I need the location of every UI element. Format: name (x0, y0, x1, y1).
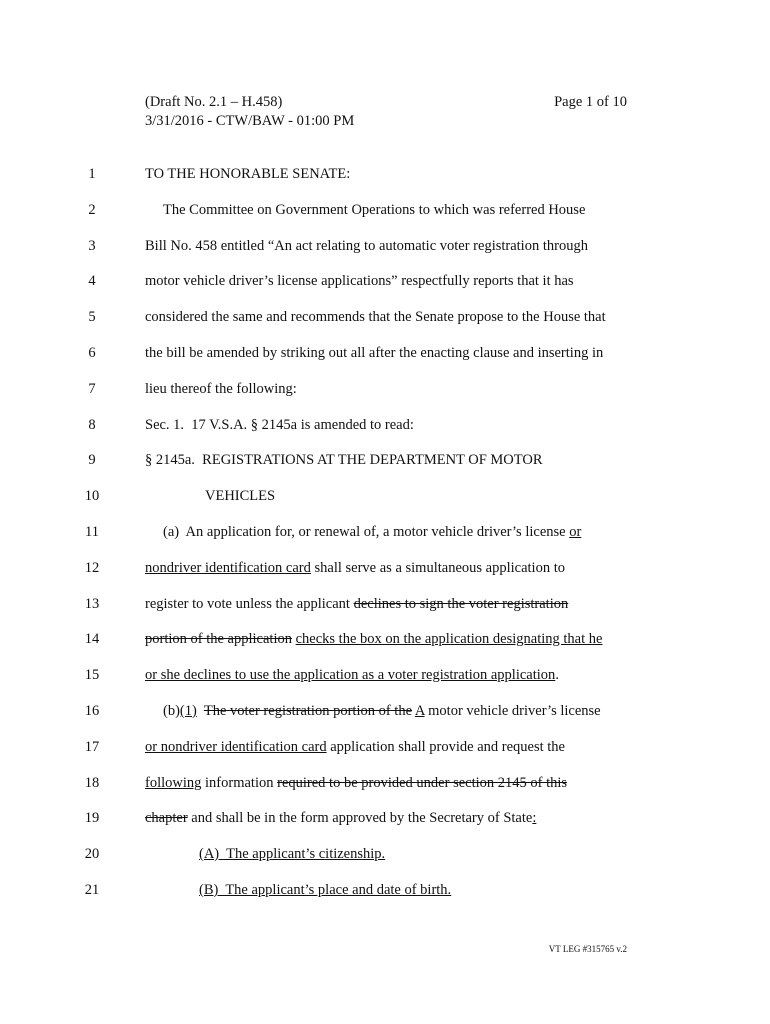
line-text: information (201, 775, 278, 791)
inserted-text: (1) (179, 703, 197, 719)
line-text: . (555, 667, 559, 683)
deleted-text: The voter registration portion of the (203, 703, 413, 719)
document-line (145, 560, 565, 577)
document-line (145, 775, 567, 792)
line-text: Sec. 1. 17 V.S.A. § 2145a is amended to read: (145, 417, 414, 433)
deleted-text: declines to sign the voter registration (353, 596, 569, 612)
line-number: 7 (88, 381, 96, 397)
document-line (145, 596, 568, 613)
line-number: 2 (88, 202, 96, 218)
document-line (145, 810, 536, 827)
line-text: Bill No. 458 entitled “An act relating to automatic voter registration through (145, 238, 588, 254)
line-number: 5 (88, 309, 96, 325)
line-number: 15 (84, 667, 100, 683)
line-text: TO THE HONORABLE SENATE: (145, 166, 351, 182)
inserted-text: : (532, 810, 537, 826)
line-number: 14 (84, 631, 100, 647)
line-number: 16 (84, 703, 100, 719)
line-number: 17 (84, 739, 100, 755)
line-text: motor vehicle driver’s license (424, 703, 601, 719)
line-text: shall serve as a simultaneous application to (310, 560, 565, 576)
document-line (205, 488, 275, 505)
document-line (145, 381, 297, 398)
inserted-text: checks the box on the application designating that he (295, 631, 603, 647)
document-line (145, 417, 414, 434)
footer-id: VT LEG #315765 v.2 (548, 944, 627, 954)
line-text: lieu thereof the following: (145, 381, 297, 397)
line-number: 1 (88, 166, 96, 182)
draft-number: (Draft No. 2.1 – H.458) (145, 94, 283, 110)
line-number: 8 (88, 417, 96, 433)
deleted-text: chapter (145, 810, 188, 826)
document-line (145, 452, 543, 469)
document-line (199, 882, 451, 899)
inserted-text: (B) The applicant’s place and date of birth. (199, 882, 452, 898)
document-line (163, 202, 585, 219)
inserted-text: or (569, 524, 582, 540)
deleted-text: portion of the application (145, 631, 292, 647)
line-text: motor vehicle driver’s license applications” respectfully reports that it has (145, 273, 574, 289)
line-number: 9 (88, 452, 96, 468)
document-line (145, 667, 559, 684)
document-line (199, 846, 385, 863)
document-line (145, 238, 588, 255)
line-text: § 2145a. REGISTRATIONS AT THE DEPARTMENT OF MOTOR (145, 452, 543, 468)
line-text: VEHICLES (205, 488, 276, 504)
line-text: application shall provide and request the (326, 739, 565, 755)
document-line (145, 273, 574, 290)
document-line (145, 739, 565, 756)
document-line (163, 524, 581, 541)
document-line (163, 703, 601, 720)
line-number: 18 (84, 775, 100, 791)
line-text: The Committee on Government Operations to which was referred House (163, 202, 586, 218)
line-number: 4 (88, 273, 96, 289)
line-text: (b) (163, 703, 180, 719)
document-line (145, 345, 603, 362)
inserted-text: A (414, 703, 425, 719)
draft-date: 3/31/2016 - CTW/BAW - 01:00 PM (145, 113, 355, 129)
line-text: (a) An application for, or renewal of, a motor vehicle driver’s license (163, 524, 570, 540)
document-line (145, 309, 606, 326)
document-line (145, 166, 350, 183)
line-text: register to vote unless the applicant (145, 596, 354, 612)
line-number: 20 (84, 846, 100, 862)
line-text: the bill be amended by striking out all after the enacting clause and inserting in (145, 345, 604, 361)
line-number: 6 (88, 345, 96, 361)
document-line (145, 631, 602, 648)
inserted-text: (A) The applicant’s citizenship. (199, 846, 386, 862)
line-number: 11 (85, 524, 99, 540)
inserted-text: or nondriver identification card (145, 739, 327, 755)
inserted-text: nondriver identification card (145, 560, 311, 576)
line-number: 3 (88, 238, 96, 254)
line-text: considered the same and recommends that the Senate propose to the House that (145, 309, 606, 325)
line-number: 21 (84, 882, 100, 898)
line-number: 13 (84, 596, 100, 612)
line-number: 10 (84, 488, 100, 504)
inserted-text: following (145, 775, 202, 791)
line-number: 12 (84, 560, 100, 576)
page-number: Page 1 of 10 (554, 94, 627, 110)
line-number: 19 (84, 810, 100, 826)
deleted-text: required to be provided under section 2145 of this (277, 775, 568, 791)
line-text: and shall be in the form approved by the Secretary of State (187, 810, 533, 826)
line-text (197, 703, 204, 719)
inserted-text: or she declines to use the application as a voter registration application (145, 667, 556, 683)
